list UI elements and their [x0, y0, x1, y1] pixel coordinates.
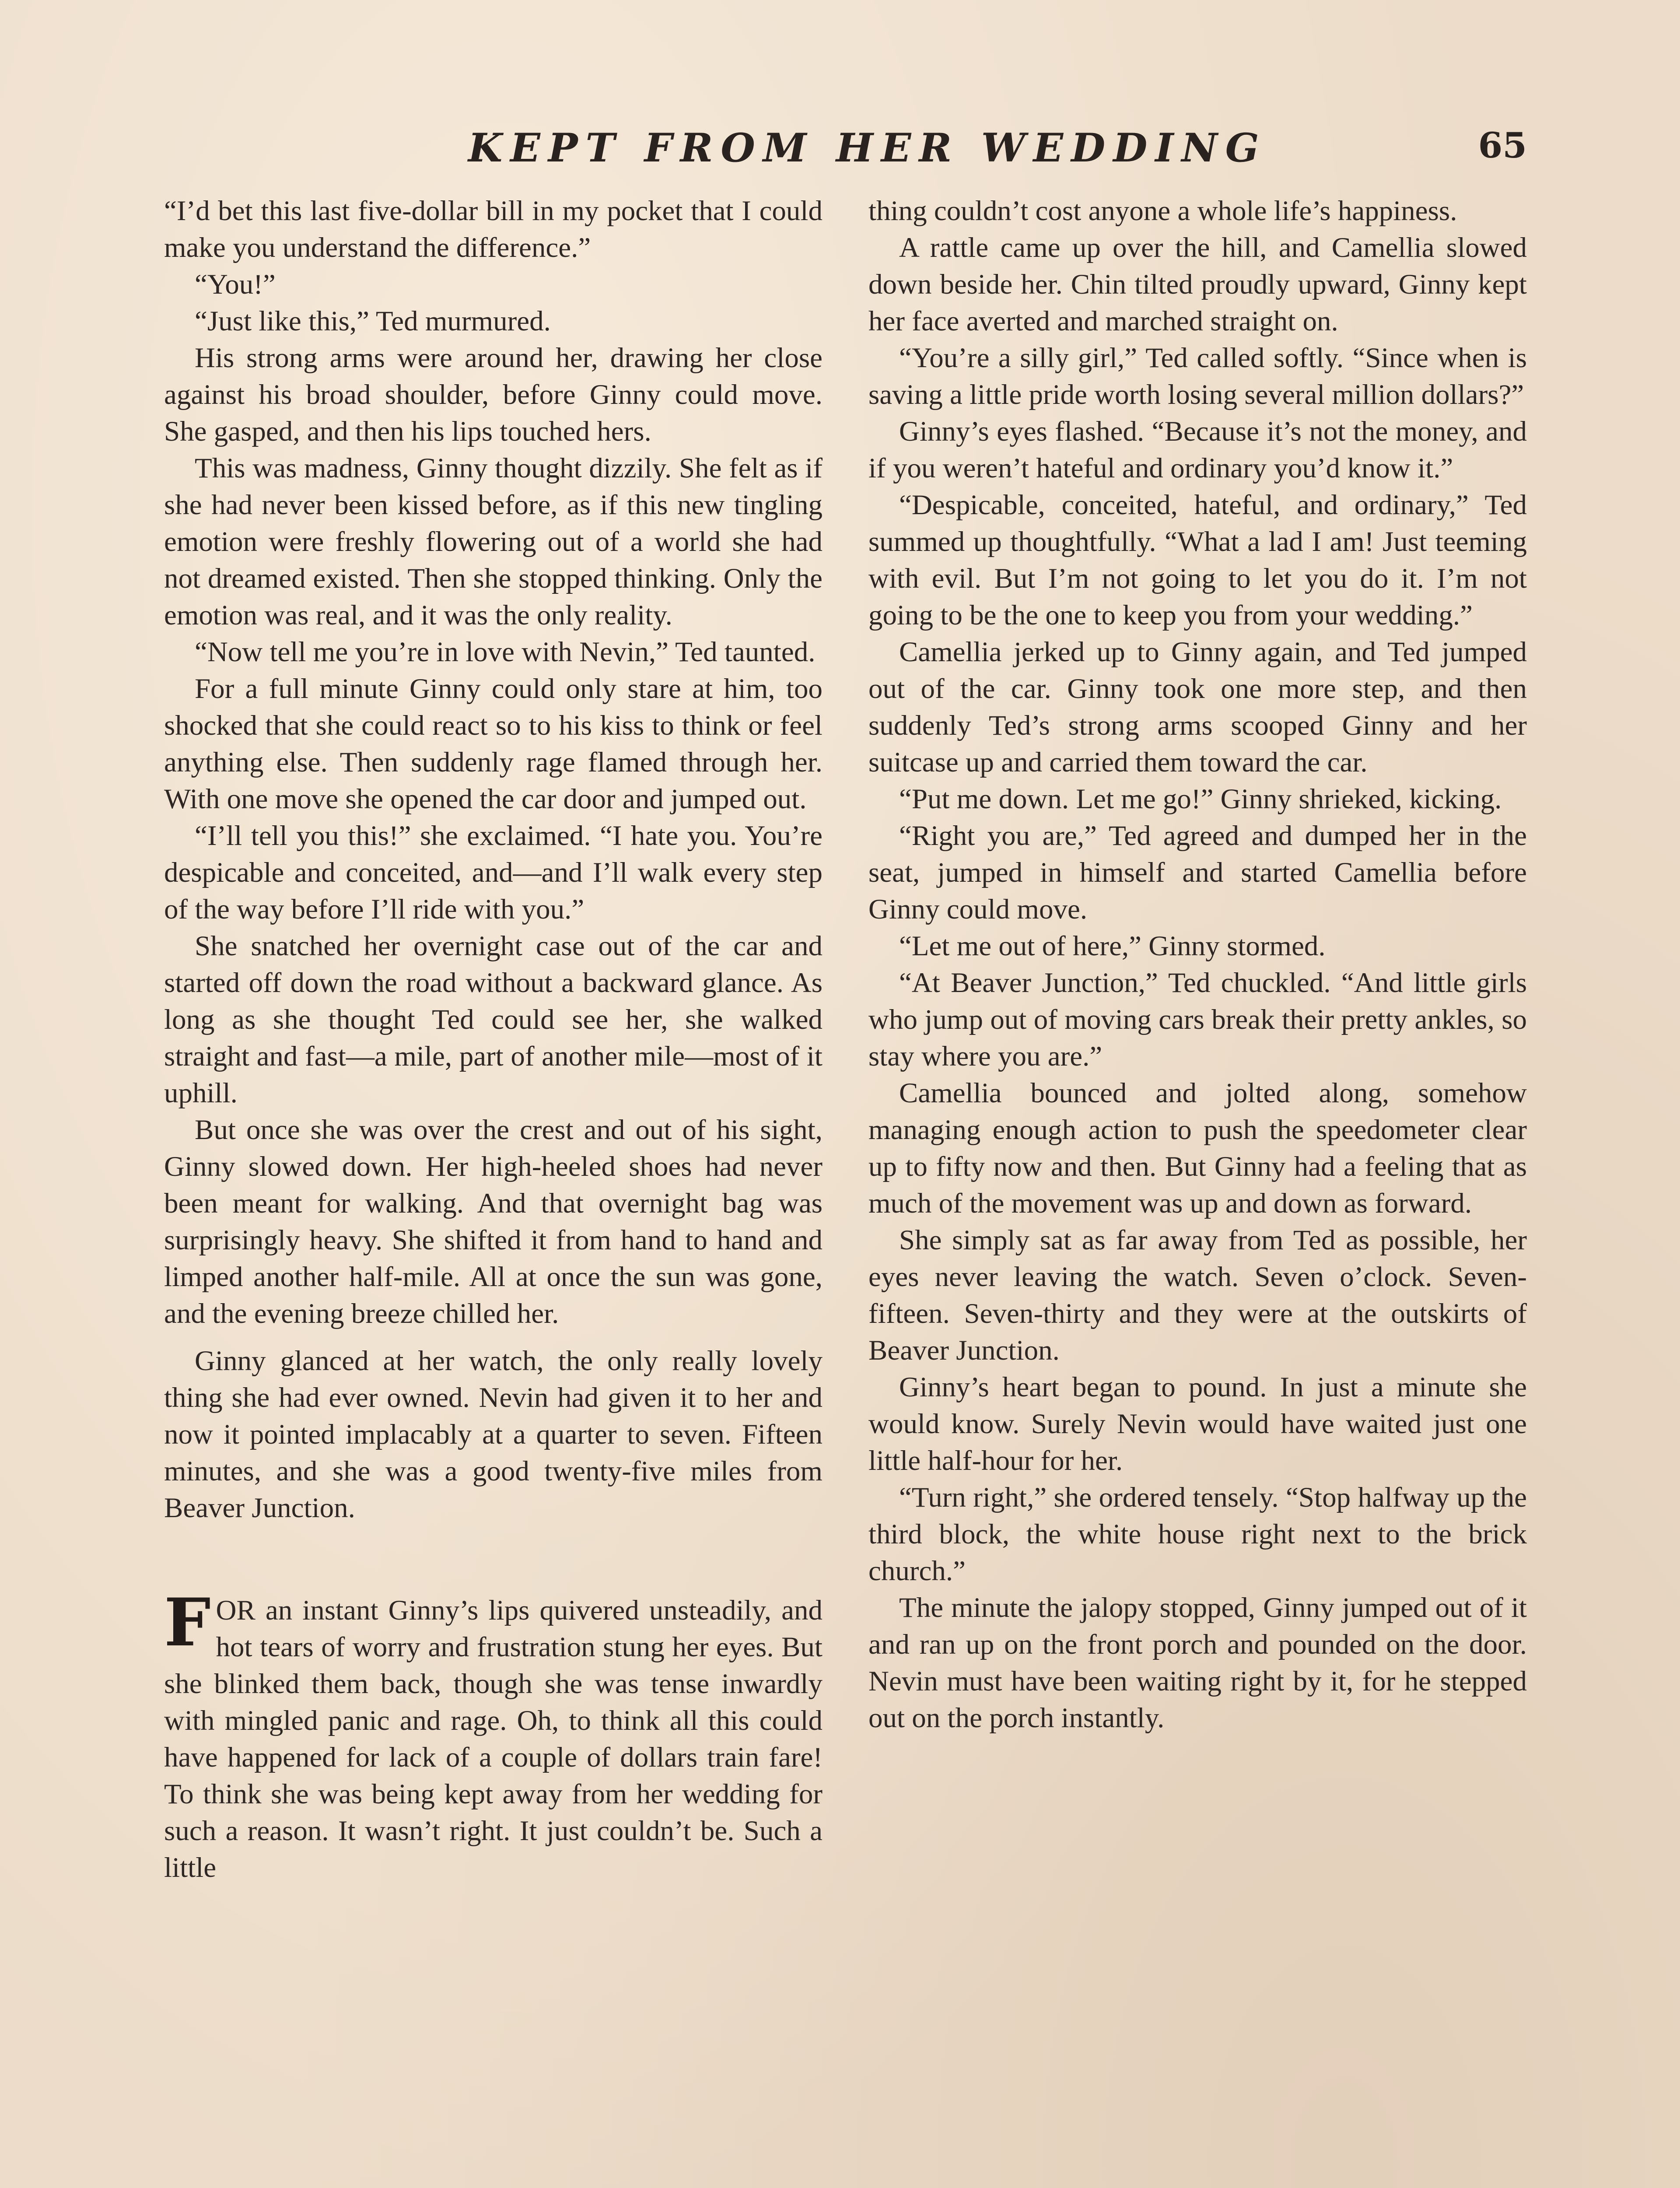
- paragraph: Camellia jerked up to Ginny again, and Ted jumped out of the car. Ginny took one more step, and then suddenly Ted’s strong arms scooped Ginny and her suitcase up and carried them toward the car.: [868, 636, 1527, 778]
- paragraph: This was madness, Ginny thought dizzily. She felt as if she had never been kissed before, as if this new tingling emotion were freshly flowering out of a world she had not dreamed existed. Then she stopped thinking. Only the emotion was real, and it was the only reality.: [164, 452, 822, 631]
- paragraph: “You!”: [195, 269, 276, 300]
- paragraph: She snatched her overnight case out of the car and started off down the road without a backward glance. As long as she thought Ted could see her, she walked straight and fast—a mile, part of another mile—most of it uphill.: [164, 930, 822, 1109]
- page-number: 65: [1478, 125, 1527, 166]
- section-start-paragraph: [164, 1584, 822, 1886]
- paragraph: “Let me out of here,” Ginny stormed.: [899, 930, 1326, 962]
- paragraph: “Now tell me you’re in love with Nevin,” Ted taunted.: [195, 636, 816, 668]
- paragraph: “Just like this,” Ted murmured.: [195, 305, 551, 337]
- paragraph: “Despicable, conceited, hateful, and ordinary,” Ted summed up thoughtfully. “What a lad I am! Just teeming with evil. But I’m not going to let you do it. I’m not going to be the one to keep you from your wedding.”: [868, 489, 1527, 631]
- paragraph: “I’ll tell you this!” she exclaimed. “I hate you. You’re despicable and conceited, and—and I’ll walk every step of the way before I’ll ride with you.”: [164, 820, 822, 925]
- drop-cap: F: [164, 1584, 211, 1661]
- paragraph-text: OR an instant Ginny’s lips quivered unsteadily, and hot tears of worry and frustration stung her eyes. But she blinked them back, though she was tense inwardly with mingled panic and rage. Oh, to think all this could have happened for lack of a couple of dollars train fare! To think she was being kept away from her wedding for such a reason. It wasn’t right. It just couldn’t be. Such a little: [164, 1595, 822, 1883]
- paragraph: thing couldn’t cost anyone a whole life’s happiness.: [868, 195, 1457, 227]
- left-column: [164, 193, 822, 1886]
- paragraph: Ginny glanced at her watch, the only really lovely thing she had ever owned. Nevin had given it to her and now it pointed implacably at a quarter to seven. Fifteen minutes, and she was a good twenty-five miles from Beaver Junction.: [164, 1345, 822, 1524]
- paragraph: The minute the jalopy stopped, Ginny jumped out of it and ran up on the front porch and pounded on the door. Nevin must have been waiting right by it, for he stepped out on the porch instantly.: [868, 1592, 1527, 1734]
- paragraph: A rattle came up over the hill, and Camellia slowed down beside her. Chin tilted proudly upward, Ginny kept her face averted and marched straight on.: [868, 232, 1527, 337]
- right-column: [868, 193, 1527, 1736]
- paragraph: “Turn right,” she ordered tensely. “Stop halfway up the third block, the white house right next to the brick church.”: [868, 1482, 1527, 1587]
- paragraph: “I’d bet this last five-dollar bill in my pocket that I could make you understand the difference.”: [164, 195, 822, 263]
- paragraph: But once she was over the crest and out of his sight, Ginny slowed down. Her high-heeled shoes had never been meant for walking. And that overnight bag was surprisingly heavy. She shifted it from hand to hand and limped another half-mile. All at once the sun was gone, and the evening breeze chilled her.: [164, 1114, 822, 1329]
- paragraph: “Put me down. Let me go!” Ginny shrieked, kicking.: [899, 783, 1502, 815]
- running-title: KEPT FROM HER WEDDING: [468, 125, 1267, 171]
- page-header: [166, 125, 1527, 182]
- paragraph: She simply sat as far away from Ted as possible, her eyes never leaving the watch. Seven o’clock. Seven-fifteen. Seven-thirty and they were at the outskirts of Beaver Junction.: [868, 1224, 1527, 1366]
- paragraph: For a full minute Ginny could only stare at him, too shocked that she could react so to his kiss to think or feel anything else. Then suddenly rage flamed through her. With one move she opened the car door and jumped out.: [164, 673, 822, 815]
- paragraph: His strong arms were around her, drawing her close against his broad shoulder, before Ginny could move. She gasped, and then his lips touched hers.: [164, 342, 822, 447]
- paragraph: “Right you are,” Ted agreed and dumped her in the seat, jumped in himself and started Camellia before Ginny could move.: [868, 820, 1527, 925]
- paragraph: Ginny’s eyes flashed. “Because it’s not the money, and if you weren’t hateful and ordinary you’d know it.”: [868, 416, 1527, 484]
- paragraph: Ginny’s heart began to pound. In just a minute she would know. Surely Nevin would have waited just one little half-hour for her.: [868, 1371, 1527, 1476]
- paragraph: “You’re a silly girl,” Ted called softly. “Since when is saving a little pride worth losing several million dollars?”: [868, 342, 1527, 410]
- paragraph: Camellia bounced and jolted along, somehow managing enough action to push the speedometer clear up to fifty now and then. But Ginny had a feeling that as much of the movement was up and down as forward.: [868, 1077, 1527, 1219]
- paragraph: “At Beaver Junction,” Ted chuckled. “And little girls who jump out of moving cars break their pretty ankles, so stay where you are.”: [868, 967, 1527, 1072]
